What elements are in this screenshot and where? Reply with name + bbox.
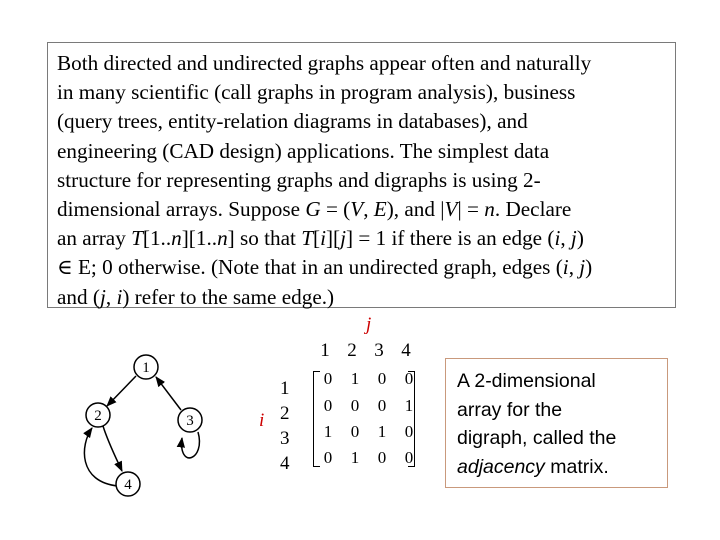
graph-node-2-label: 2 — [94, 408, 102, 424]
edge-1-to-2 — [107, 376, 136, 406]
math-j4: j — [99, 284, 106, 309]
matrix-cell: 0 — [377, 448, 387, 467]
matrix-cell: 0 — [404, 448, 414, 467]
matrix-cell: 1 — [377, 422, 387, 441]
adjacency-word: adjacency — [457, 455, 545, 478]
text-line-1: Both directed and undirected graphs appear often and naturally — [57, 51, 592, 75]
math-T2: T — [301, 226, 314, 251]
math-tail: ) refer to the same edge.) — [122, 284, 335, 309]
self-loop-3 — [182, 432, 200, 458]
math-n: n — [484, 197, 495, 222]
matrix-cell: 0 — [323, 448, 333, 467]
matrix-row-label-i: i — [259, 410, 265, 431]
math-i1: i — [320, 226, 326, 251]
matrix-cell: 1 — [350, 369, 360, 388]
text-line-6-start: dimensional arrays. Suppose — [57, 197, 306, 222]
matrix-col-header-3: 3 — [374, 340, 384, 361]
math-j1: j — [340, 226, 346, 251]
matrix-cell: 0 — [323, 396, 333, 415]
math-rp2: ) — [585, 255, 593, 280]
math-i2: i — [554, 226, 561, 251]
graph-node-3-label: 3 — [186, 413, 194, 429]
matrix-left-bracket — [313, 371, 320, 467]
math-lb1: [ — [313, 226, 321, 251]
matrix-col-header-4: 4 — [401, 340, 411, 361]
math-j2: j — [570, 226, 577, 251]
math-T: T — [131, 226, 143, 251]
math-comma1: , — [363, 197, 374, 222]
math-comma2: , — [560, 226, 571, 251]
math-close1: ), and | — [386, 197, 445, 222]
math-range2: ][1.. — [181, 226, 218, 251]
text-line-7-start: an array — [57, 226, 132, 251]
math-V2: V — [444, 197, 458, 222]
callout-line-3: digraph, called the — [457, 427, 617, 449]
text-line-5: structure for representing graphs and digraphs is using 2- — [57, 167, 541, 192]
matrix-row-header-1: 1 — [280, 378, 290, 399]
callout-line-2: array for the — [457, 398, 563, 421]
math-mid: ][ — [325, 226, 341, 251]
graph-node-1-label: 1 — [142, 360, 150, 376]
math-j3: j — [579, 255, 586, 280]
math-i3: i — [562, 255, 569, 280]
matrix-cell: 0 — [404, 369, 414, 388]
matrix-cell: 0 — [350, 422, 360, 441]
element-of-symbol: ∈ — [57, 255, 73, 280]
matrix-row-header-3: 3 — [280, 428, 290, 449]
math-G: G — [305, 197, 321, 222]
math-n1: n — [171, 226, 182, 251]
text-line-2: in many scientific (call graphs in program analysis), business — [57, 80, 576, 105]
text-line-8-body: E; 0 otherwise. (Note that in an undirected graph, edges ( — [72, 255, 563, 280]
math-comma3: , — [568, 255, 580, 280]
matrix-cell: 0 — [350, 396, 360, 415]
text-line-4: engineering (CAD design) applications. The simplest data — [57, 138, 550, 163]
matrix-row-header-2: 2 — [280, 403, 290, 424]
graph-node-4-label: 4 — [124, 477, 132, 493]
math-range1: [1.. — [142, 226, 172, 251]
math-rest: ] = 1 if there is an edge ( — [345, 226, 555, 251]
matrix-cell: 1 — [404, 396, 414, 415]
math-V: V — [350, 197, 364, 222]
callout-line-4 — [457, 453, 661, 482]
math-n2: n — [217, 226, 228, 251]
text-line-3: (query trees, entity-relation diagrams in databases), and — [57, 109, 528, 134]
edge-2-to-4 — [103, 426, 122, 471]
math-declare: . Declare — [494, 197, 572, 222]
edge-3-to-1 — [156, 377, 181, 410]
matrix-cell: 0 — [377, 369, 387, 388]
matrix-word: matrix. — [544, 455, 609, 478]
matrix-cell: 0 — [377, 396, 387, 415]
matrix-cell: 1 — [323, 422, 333, 441]
matrix-cell: 1 — [350, 448, 360, 467]
math-rp: ) — [576, 226, 584, 251]
callout-line-1: A 2-dimensional — [457, 370, 596, 392]
math-E: E — [373, 197, 387, 222]
matrix-col-header-1: 1 — [320, 340, 330, 361]
matrix-row-header-4: 4 — [280, 453, 290, 474]
text-line-9-start: and ( — [57, 284, 100, 309]
matrix-cell: 0 — [323, 369, 333, 388]
matrix-col-header-2: 2 — [347, 340, 357, 361]
matrix-col-label-j: j — [366, 314, 372, 335]
math-sothat: ] so that — [227, 226, 302, 251]
math-i4: i — [116, 284, 123, 309]
math-eq2: | = — [457, 197, 485, 222]
math-comma4: , — [105, 284, 117, 309]
math-eq1: = ( — [320, 197, 351, 222]
matrix-cell: 0 — [404, 422, 414, 441]
edge-4-to-2 — [84, 428, 118, 486]
adjacency-matrix-callout — [445, 358, 668, 488]
